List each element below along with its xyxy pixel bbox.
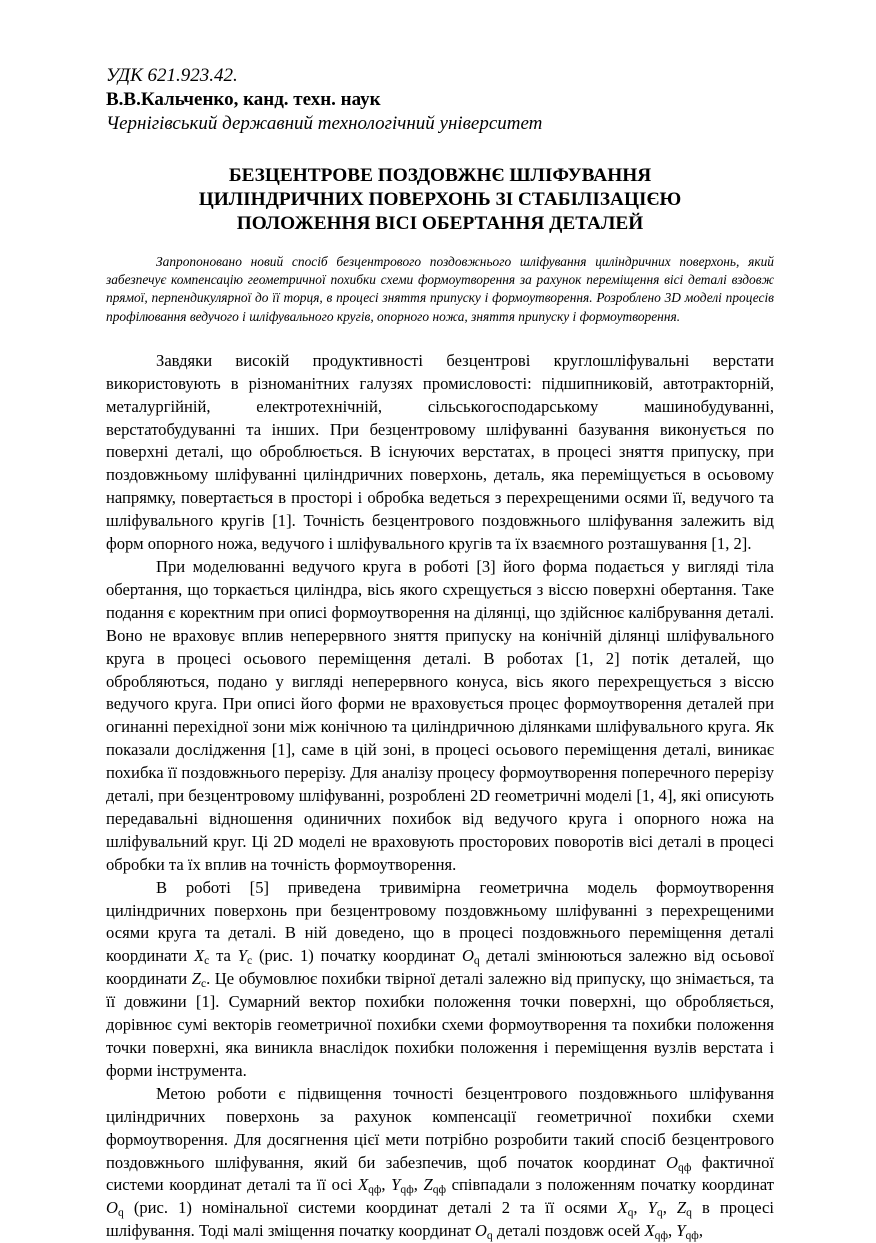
- title-line-1: БЕЗЦЕНТРОВЕ ПОЗДОВЖНЄ ШЛІФУВАННЯ: [228, 165, 652, 186]
- var-xq: X: [617, 1198, 628, 1218]
- sub-q-3: q: [656, 1206, 663, 1220]
- p4-text-12: ,: [698, 1221, 703, 1241]
- p3-text-5: . Це обумовлює похибки твірної деталі залежно від припуску, що знімається, та її довжини [1]. Сумарний вектор похибки положення точки поверхні, що обробляється, дорівнює сумі векторів геометричної похибки схеми формоутворення та похибки положення точки поверхні, яка виникла внаслідок похибки положення і переміщення вузлів верстата і форми інструмента.: [106, 969, 775, 1080]
- paragraph-2: При моделюванні ведучого круга в роботі [3] його форма подається у вигляді тіла обертання, що торкається циліндра, вісь якого схрещується з віссю поверхні обертання. Таке подання є коректним при описі формоутворення на ділянці, що здійснює калібрування деталі. Воно не враховує вплив неперервного зняття припуску на конічній ділянці шліфувального круга в процесі осьового переміщення деталі. В роботах [1, 2] потік деталей, що обробляються, подано у вигляді неперервного конуса, вісь якого перехрещується з віссю ведучого круга. При описі його форми не враховується процес формоутворення деталей при огинанні перехідної зони між конічною та циліндричною ділянками шліфувального круга. Як показали дослідження [1], саме в цій зоні, в процесі осьового переміщення деталі, виникає похибка її поздовжнього перерізу. Для аналізу процесу формоутворення поперечного перерізу деталі, при безцентровому шліфуванні, розроблені 2D геометричні моделі [1, 4], які описують передавальні відношення одиничних похибок від ведучого круга і опорного ножа на шліфувальний круг. Ці 2D моделі не враховують просторових поворотів вісі деталі в процесі обробки та їх вплив на точність формоутворення.: [106, 556, 774, 874]
- var-yq: Y: [647, 1198, 657, 1218]
- sub-qf-1: qф: [678, 1160, 692, 1174]
- sub-q: q: [473, 954, 480, 968]
- var-xc: X: [193, 946, 205, 966]
- title-line-2: ЦИЛІНДРИЧНИХ ПОВЕРХОНЬ ЗІ СТАБІЛІЗАЦІЄЮ: [198, 189, 682, 210]
- affiliation-line: Чернігівський державний технологічний університет: [106, 113, 543, 134]
- p3-text-2: та: [209, 946, 238, 966]
- sub-q-4: q: [686, 1206, 692, 1220]
- p3-text-1: В роботі [5] приведена тривимірна геометрична модель формоутворення циліндричних поверхонь при безцентровому поздовжньому шліфуванні з перехрещеними осями круга та деталі. В ній доведено, що в процесі поздовжнього переміщення деталі координати: [106, 877, 774, 966]
- p4-text-8: ,: [662, 1198, 677, 1218]
- title-line-3: ПОЛОЖЕННЯ ВІСІ ОБЕРТАННЯ ДЕТАЛЕЙ: [236, 213, 644, 234]
- body-text: [106, 350, 774, 1243]
- sub-qf-5: qф: [654, 1229, 668, 1243]
- sub-q-1: q: [117, 1206, 124, 1220]
- var-yqf: Y: [391, 1175, 401, 1195]
- var-oq: O: [461, 946, 474, 966]
- var-zc: Z: [191, 969, 201, 989]
- udk-code: УДК 621.923.42.: [106, 65, 238, 86]
- var-xqf: X: [357, 1175, 369, 1195]
- sub-qf-4: qф: [432, 1183, 447, 1197]
- sub-qf-2: qф: [368, 1183, 382, 1197]
- sub-c-3: c: [200, 977, 207, 991]
- paragraph-3: [106, 877, 774, 1083]
- author-line: В.В.Кальченко, канд. техн. наук: [106, 89, 381, 110]
- p3-text-4: деталі змінюються залежно від осьової координати: [106, 946, 774, 989]
- p4-text-4: ,: [413, 1175, 424, 1195]
- sub-qf-3: qф: [400, 1183, 414, 1197]
- var-zqf: Z: [423, 1175, 433, 1195]
- paragraph-1: Завдяки високій продуктивності безцентрові круглошліфувальні верстати використовують в різноманітних галузях промисловості: підшипниковій, автотракторній, металургійній, електротехнічній, сільськогосподарському машинобудуванні, верстатобудуванні та інших. При безцентровому шліфуванні базування виконується по поверхні деталі, що оброблюється. В існуючих верстатах, в процесі зняття припуску, при поздовжньому шліфуванні циліндричних поверхонь, деталь, яка переміщується в осьовому напрямку, повертається в просторі і обробка ведеться з перехрещеними осями її, ведучого та шліфувального кругів [1]. Точність безцентрового поздовжнього шліфування залежить від форм опорного ножа, ведучого і шліфувального кругів та їх взаємного розташування [1, 2].: [106, 350, 774, 554]
- p4-text-9: в процесі шліфування. Тоді малі зміщення початку координат: [106, 1198, 775, 1241]
- var-oqf: O: [666, 1152, 679, 1172]
- var-yc: Y: [237, 946, 247, 966]
- paper-title: [106, 164, 774, 236]
- p4-text-1: Метою роботи є підвищення точності безцентрового поздовжнього шліфування циліндричних поверхонь за рахунок компенсації геометричної похибки схеми формоутворення. Для досягнення цієї мети потрібно розробити такий спосіб безцентрового поздовжнього шліфування, який би забезпечив, щоб початок координат: [106, 1083, 774, 1172]
- sub-q-2: q: [627, 1206, 634, 1220]
- var-xqf-2: X: [644, 1221, 655, 1241]
- abstract: Запропоновано новий спосіб безцентрового поздовжнього шліфування циліндричних поверхонь, який забезпечує компенсацію геометричної похибки схеми формоутворення за рахунок переміщення вісі деталі вздовж прямої, перпендикулярної до її торця, в процесі зняття припуску і формоутворення. Розроблено 3D моделі процесів профілювання ведучого і шліфувального кругів, опорного ножа, зняття припуску і формоутворення.: [106, 254, 774, 324]
- paper-page: [106, 62, 774, 1243]
- p4-text-11: ,: [667, 1221, 677, 1241]
- sub-q-5: q: [486, 1229, 493, 1243]
- sub-c-1: c: [204, 954, 210, 968]
- p4-text-7: ,: [633, 1198, 648, 1218]
- var-zq: Z: [676, 1198, 687, 1218]
- p3-text-3: (рис. 1) початку координат: [252, 946, 462, 966]
- paragraph-4: [106, 1083, 774, 1243]
- p4-text-5: співпадали з положенням початку координат: [446, 1175, 775, 1195]
- p4-text-6: (рис. 1) номінальної системи координат деталі 2 та її осями: [123, 1198, 618, 1218]
- var-oq-2: O: [106, 1198, 118, 1218]
- var-yqf-2: Y: [676, 1221, 686, 1241]
- p4-text-10: деталі поздовж осей: [492, 1221, 645, 1241]
- p4-text-3: ,: [381, 1175, 392, 1195]
- p4-text-2: фактичної системи координат деталі та її осі: [106, 1152, 775, 1195]
- sub-qf-6: qф: [685, 1229, 699, 1243]
- sub-c-2: c: [246, 954, 253, 968]
- var-oq-3: O: [474, 1221, 487, 1241]
